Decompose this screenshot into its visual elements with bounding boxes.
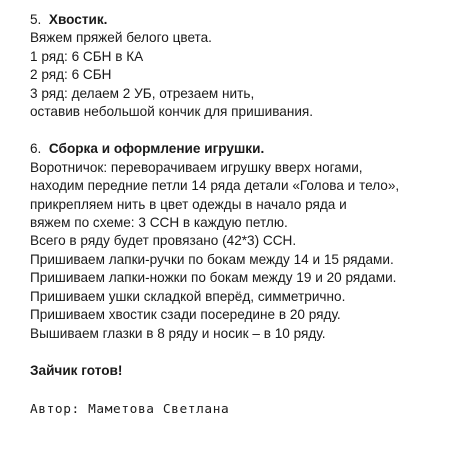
section-6-line: Вышиваем глазки в 8 ряду и носик – в 10 ряду.: [30, 325, 326, 341]
completion-text: Зайчик готов!: [30, 362, 123, 378]
section-6-number: 6.: [30, 141, 42, 157]
section-6-line: Пришиваем лапки-ножки по бокам между 19 и 20 рядами.: [30, 270, 397, 286]
section-5-line: Вяжем пряжей белого цвета.: [30, 30, 212, 46]
section-6-title: Сборка и оформление игрушки.: [48, 141, 265, 157]
section-6-line: Всего в ряду будет провязано (42*3) ССН.: [30, 233, 297, 249]
section-6-line: Пришиваем ушки складкой вперёд, симметрично.: [30, 288, 346, 304]
section-6-line: Пришиваем хвостик сзади посередине в 20 ряду.: [30, 307, 341, 323]
section-5-line: 3 ряд: делаем 2 УБ, отрезаем нить,: [30, 85, 255, 101]
section-5-line: 1 ряд: 6 СБН в КА: [30, 48, 144, 64]
section-6-line: Пришиваем лапки-ручки по бокам между 14 и 15 рядами.: [30, 251, 394, 267]
author-credit: Автор: Маметова Светлана: [30, 402, 230, 418]
section-5-heading: [30, 11, 445, 29]
section-6-line: Воротничок: переворачиваем игрушку вверх ногами,: [30, 159, 363, 175]
section-6-line: находим передние петли 14 ряда детали «Голова и тело»,: [30, 178, 400, 194]
section-6-line: прикрепляем нить в цвет одежды в начало ряда и: [30, 196, 347, 212]
paragraph-gap: [30, 121, 445, 140]
document-page: [30, 11, 445, 420]
section-6-line: вяжем по схеме: 3 ССН в каждую петлю.: [30, 215, 288, 231]
section-5-title: Хвостик.: [48, 12, 108, 27]
section-5-line: оставив небольшой кончик для пришивания.: [30, 104, 314, 120]
section-6-heading: [30, 140, 445, 158]
section-5-line: 2 ряд: 6 СБН: [30, 67, 112, 83]
section-5-number: 5.: [30, 12, 42, 27]
